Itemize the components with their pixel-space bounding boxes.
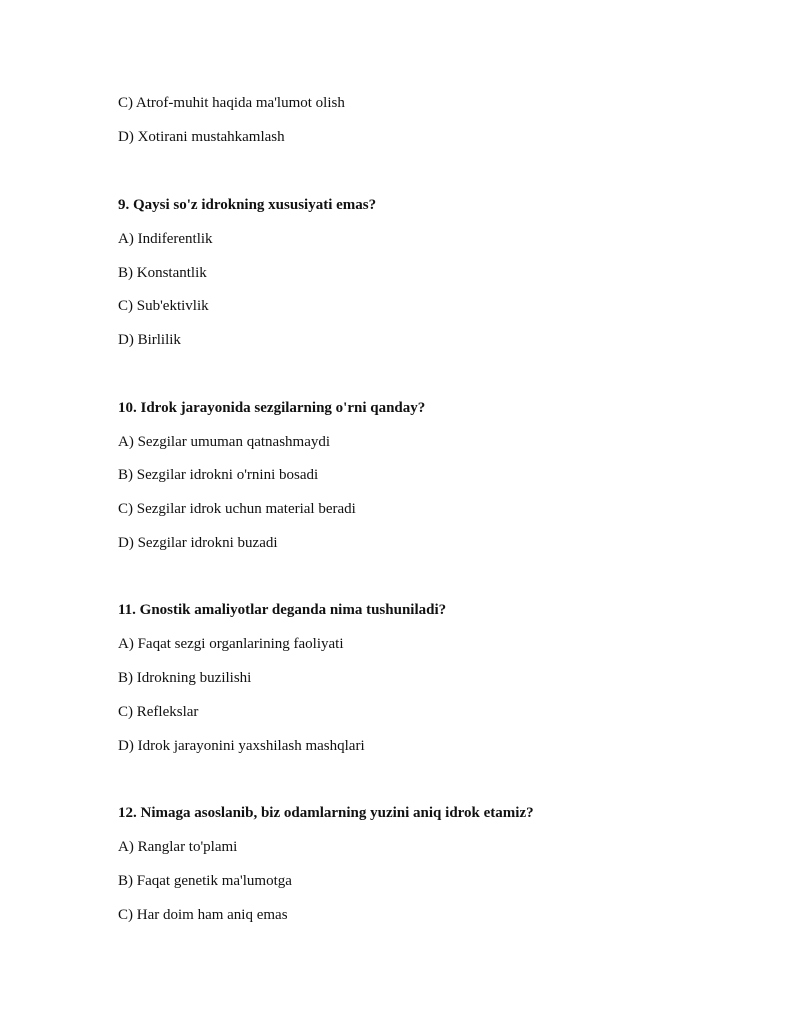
option-line: A) Ranglar to'plami xyxy=(118,839,238,855)
option-line: D) Birlilik xyxy=(118,332,181,348)
option-line: B) Sezgilar idrokni o'rnini bosadi xyxy=(118,467,319,483)
option-line: B) Konstantlik xyxy=(118,265,207,281)
option-line: C) Atrof-muhit haqida ma'lumot olish xyxy=(118,95,345,111)
option-line: B) Faqat genetik ma'lumotga xyxy=(118,873,292,889)
question-heading: 9. Qaysi so'z idrokning xususiyati emas? xyxy=(118,197,377,213)
question-heading: 10. Idrok jarayonida sezgilarning o'rni qanday? xyxy=(118,400,426,416)
option-line: A) Sezgilar umuman qatnashmaydi xyxy=(118,434,331,450)
option-line: A) Indiferentlik xyxy=(118,231,213,247)
question-heading: 11. Gnostik amaliyotlar deganda nima tushuniladi? xyxy=(118,602,447,618)
option-line: C) Reflekslar xyxy=(118,704,199,720)
option-line: C) Har doim ham aniq emas xyxy=(118,907,288,923)
option-line: D) Sezgilar idrokni buzadi xyxy=(118,535,278,551)
question-heading: 12. Nimaga asoslanib, biz odamlarning yuzini aniq idrok etamiz? xyxy=(118,805,534,821)
option-line: C) Sezgilar idrok uchun material beradi xyxy=(118,501,356,517)
option-line: C) Sub'ektivlik xyxy=(118,298,209,314)
option-line: B) Idrokning buzilishi xyxy=(118,670,252,686)
option-line: D) Idrok jarayonini yaxshilash mashqlari xyxy=(118,738,365,754)
option-line: D) Xotirani mustahkamlash xyxy=(118,129,285,145)
option-line: A) Faqat sezgi organlarining faoliyati xyxy=(118,636,344,652)
